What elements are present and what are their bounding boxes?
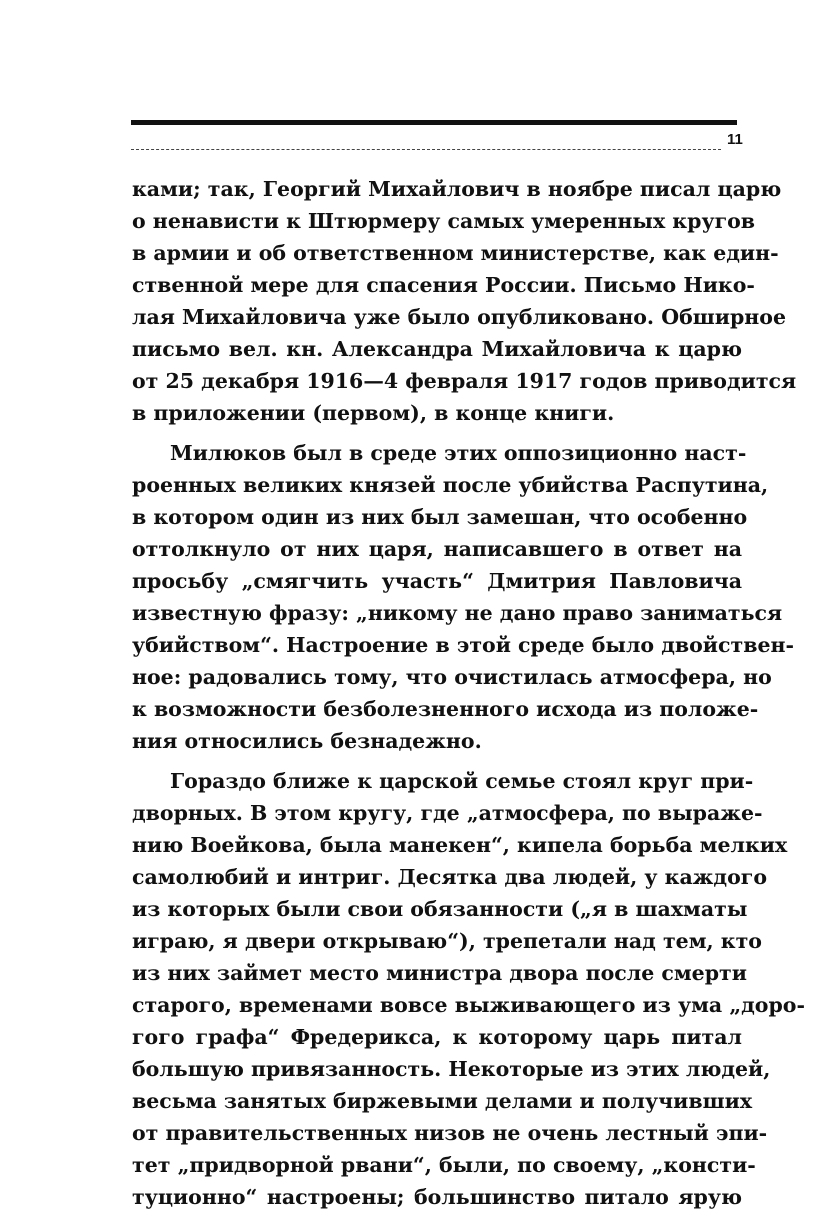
text-line: самолюбий и интриг. Десятка два людей, у каждого <box>132 865 767 889</box>
text-line: убийством“. Настроение в этой среде было двойствен- <box>132 633 794 657</box>
paragraph-gap <box>132 757 742 765</box>
text-line: туционно“ настроены; большинство питало ярую <box>132 1185 742 1209</box>
text-line: нию Воейкова, была манекен“, кипела борьба мелких <box>132 833 788 857</box>
text-line: в приложении (первом), в конце книги. <box>132 401 615 425</box>
page-number: 11 <box>727 131 743 148</box>
text-line: Гораздо ближе к царской семье стоял круг при- <box>170 769 754 793</box>
text-line: оттолкнуло от них царя, написавшего в ответ на <box>132 537 742 561</box>
text-line: играю, я двери открываю“), трепетали над тем, кто <box>132 929 762 953</box>
header-rule-thin <box>131 149 721 150</box>
text-line: Милюков был в среде этих оппозиционно наст- <box>170 441 747 465</box>
text-line: дворных. В этом кругу, где „атмосфера, по выраже- <box>132 801 763 825</box>
text-line: в котором один из них был замешан, что особенно <box>132 505 748 529</box>
text-line: известную фразу: „никому не дано право заниматься <box>132 601 783 625</box>
text-line: ками; так, Георгий Михайлович в ноябре писал царю <box>132 177 782 201</box>
paragraph <box>132 437 794 757</box>
text-line: в армии и об ответственном министерстве, как един- <box>132 241 779 265</box>
text-line: из них займет место министра двора после смерти <box>132 961 747 985</box>
text-line: большую привязанность. Некоторые из этих людей, <box>132 1057 771 1081</box>
text-line: из которых были свои обязанности („я в шахматы <box>132 897 748 921</box>
text-line: от правительственных низов не очень лестный эпи- <box>132 1121 768 1145</box>
text-line: ния относились безнадежно. <box>132 729 482 753</box>
text-line: ное: радовались тому, что очистилась атмосфера, но <box>132 665 772 689</box>
text-line: роенных великих князей после убийства Распутина, <box>132 473 769 497</box>
text-line: старого, временами вовсе выживающего из ума „доро- <box>132 993 805 1017</box>
paragraph <box>132 173 797 429</box>
text-line: гого графа“ Фредерикса, к которому царь питал <box>132 1025 742 1049</box>
header-rule-thick <box>131 120 737 125</box>
paragraph-gap <box>132 429 742 437</box>
text-line: от 25 декабря 1916—4 февраля 1917 годов приводится <box>132 369 797 393</box>
text-line: к возможности безболезненного исхода из положе- <box>132 697 759 721</box>
text-line: тет „придворной рвани“, были, по своему, „консти- <box>132 1153 756 1177</box>
text-line: ственной мере для спасения России. Письмо Нико- <box>132 273 755 297</box>
text-line: лая Михайловича уже было опубликовано. Обширное <box>132 305 787 329</box>
text-line: письмо вел. кн. Александра Михайловича к царю <box>132 337 742 361</box>
body-text <box>132 173 805 1213</box>
text-line: весьма занятых биржевыми делами и получивших <box>132 1089 753 1113</box>
text-line: просьбу „смягчить участь“ Дмитрия Павловича <box>132 569 742 593</box>
paragraph <box>132 765 805 1213</box>
text-line: о ненависти к Штюрмеру самых умеренных кругов <box>132 209 756 233</box>
